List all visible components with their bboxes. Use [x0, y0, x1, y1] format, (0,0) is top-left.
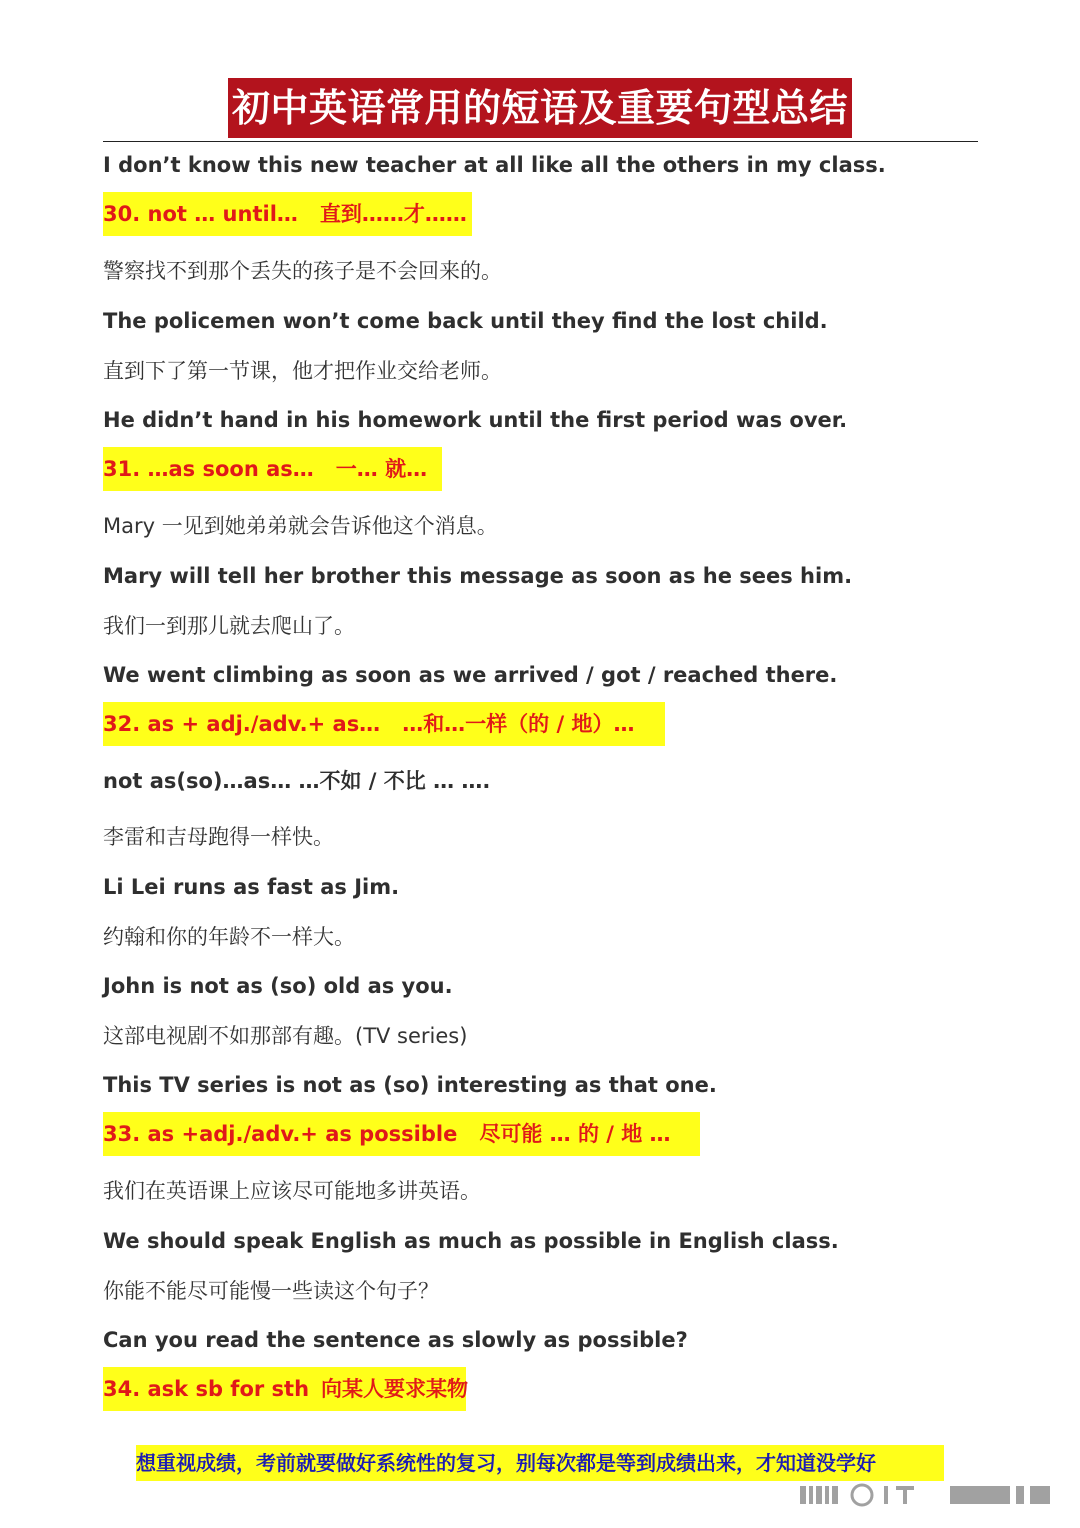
example-line: not as(so)…as… …不如 / 不比 … …. [103, 769, 491, 793]
example-line: Mary will tell her brother this message as soon as he sees him. [103, 564, 853, 588]
example-line: The policemen won’t come back until they find the lost child. [103, 309, 828, 333]
section-pattern: not … until… [147, 202, 298, 226]
example-line: Mary 一见到她弟弟就会告诉他这个消息。 [103, 514, 498, 538]
section-meaning: 直到……才…… [319, 202, 467, 226]
section-number: 30. [103, 202, 141, 226]
section-pattern: as + adj./adv.+ as… [147, 712, 381, 736]
example-line: This TV series is not as (so) interesting as that one. [103, 1073, 717, 1097]
example-line: 直到下了第一节课，他才把作业交给老师。 [103, 359, 502, 383]
example-line: We should speak English as much as possible in English class. [103, 1229, 839, 1253]
watermark-logo [800, 1478, 1060, 1512]
page-title: 初中英语常用的短语及重要句型总结 [228, 78, 852, 138]
example-line: 警察找不到那个丢失的孩子是不会回来的。 [103, 259, 502, 283]
section-meaning: 尽可能 … 的 / 地 … [479, 1122, 671, 1146]
section-31-heading [103, 447, 442, 491]
section-meaning: 一… 就… [335, 457, 428, 481]
example-line: John is not as (so) old as you. [103, 974, 453, 998]
section-number: 31. [103, 457, 141, 481]
example-line: 你能不能尽可能慢一些读这个句子？ [103, 1279, 439, 1303]
example-line: We went climbing as soon as we arrived / got / reached there. [103, 663, 838, 687]
section-34-heading [103, 1367, 469, 1411]
example-line: He didn’t hand in his homework until the first period was over. [103, 408, 848, 432]
section-meaning: …和…一样（的 / 地）… [402, 712, 635, 736]
example-line: 我们在英语课上应该尽可能地多讲英语。 [103, 1179, 481, 1203]
section-number: 33. [103, 1122, 141, 1146]
section-pattern: as +adj./adv.+ as possible [147, 1122, 458, 1146]
example-line: Li Lei runs as fast as Jim. [103, 875, 400, 899]
example-line: 这部电视剧不如那部有趣。(TV series) [103, 1024, 468, 1048]
intro-sentence: I don’t know this new teacher at all like all the others in my class. [103, 153, 886, 177]
section-pattern: ask sb for sth [147, 1377, 310, 1401]
example-line: 约翰和你的年龄不一样大。 [103, 925, 355, 949]
title-underline [103, 141, 978, 142]
section-pattern: …as soon as… [147, 457, 314, 481]
example-line: 我们一到那儿就去爬山了。 [103, 614, 355, 638]
section-number: 32. [103, 712, 141, 736]
title-wrap [0, 78, 1080, 138]
example-line: Can you read the sentence as slowly as possible? [103, 1328, 688, 1352]
section-meaning: 向某人要求某物 [321, 1377, 469, 1401]
footer-banner: 想重视成绩，考前就要做好系统性的复习，别每次都是等到成绩出来，才知道没学好 [136, 1445, 944, 1481]
example-line: 李雷和吉母跑得一样快。 [103, 825, 334, 849]
section-33-heading [103, 1112, 700, 1156]
section-32-heading [103, 702, 665, 746]
section-number: 34. [103, 1377, 141, 1401]
section-30-heading [103, 192, 472, 236]
